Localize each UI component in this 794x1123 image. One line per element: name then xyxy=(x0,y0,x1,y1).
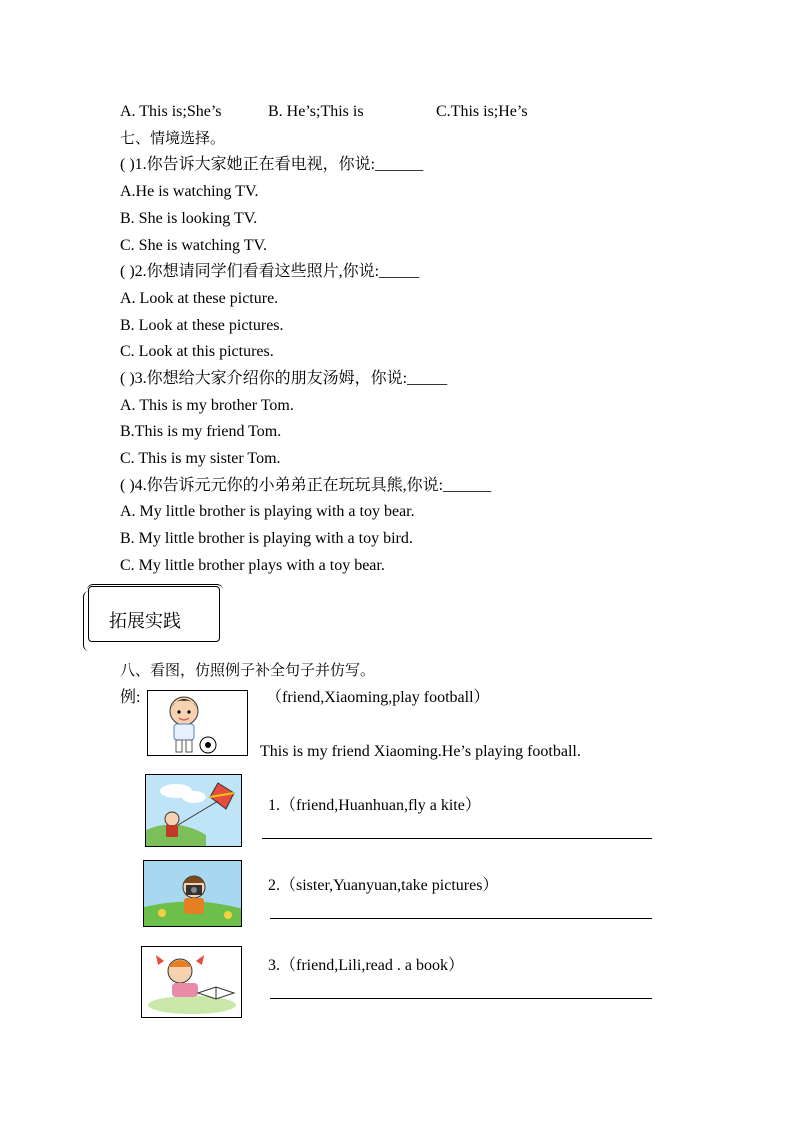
question-1-option-c: C. She is watching TV. xyxy=(120,237,267,254)
question-1-option-a: A.He is watching TV. xyxy=(120,183,259,200)
question-2-option-a: A. Look at these picture. xyxy=(120,290,279,307)
question-2-option-c: C. Look at this pictures. xyxy=(120,343,274,360)
picture-girl-reading-book xyxy=(141,946,242,1018)
item-2-prompt: 2.（sister,Yuanyuan,take pictures） xyxy=(268,877,499,894)
picture-girl-taking-pictures xyxy=(143,860,242,927)
example-picture-boy-football xyxy=(147,690,248,756)
example-label: 例: xyxy=(120,689,141,706)
question-3-option-b: B.This is my friend Tom. xyxy=(120,423,282,440)
picture-boy-flying-kite xyxy=(145,774,242,847)
question-4-option-a: A. My little brother is playing with a toy bear. xyxy=(120,503,415,520)
section-8-title: 八、看图，仿照例子补全句子并仿写。 xyxy=(120,661,376,679)
question-3-option-a: A. This is my brother Tom. xyxy=(120,397,294,414)
question-3-stem: ( )3.你想给大家介绍你的朋友汤姆，你说:_____ xyxy=(120,370,448,387)
question-4-option-b: B. My little brother is playing with a toy bird. xyxy=(120,530,413,547)
previous-question-options xyxy=(120,102,528,122)
option-c: C.This is;He’s xyxy=(436,103,528,120)
banner-label: 拓展实践 xyxy=(109,611,181,632)
example-prompt: （friend,Xiaoming,play football） xyxy=(266,689,490,706)
option-b: B. He’s;This is xyxy=(268,103,364,120)
item-1-prompt: 1.（friend,Huanhuan,fly a kite） xyxy=(268,797,481,814)
question-2-option-b: B. Look at these pictures. xyxy=(120,317,284,334)
item-2-answer-line[interactable] xyxy=(270,918,652,919)
item-3-answer-line[interactable] xyxy=(270,998,652,999)
question-4-option-c: C. My little brother plays with a toy bear. xyxy=(120,557,385,574)
scroll-curl-left xyxy=(83,591,94,651)
question-3-option-c: C. This is my sister Tom. xyxy=(120,450,281,467)
example-answer: This is my friend Xiaoming.He’s playing football. xyxy=(260,743,581,760)
question-1-option-b: B. She is looking TV. xyxy=(120,210,258,227)
question-2-stem: ( )2.你想请同学们看看这些照片,你说:_____ xyxy=(120,263,420,280)
question-4-stem: ( )4.你告诉元元你的小弟弟正在玩玩具熊,你说:______ xyxy=(120,477,492,494)
extension-practice-banner xyxy=(88,586,220,642)
section-7-title: 七、情境选择。 xyxy=(120,129,226,147)
item-3-prompt: 3.（friend,Lili,read . a book） xyxy=(268,957,464,974)
item-1-answer-line[interactable] xyxy=(262,838,652,839)
scroll-curl-top xyxy=(87,584,223,593)
option-a: A. This is;She’s xyxy=(120,103,222,120)
question-1-stem: ( )1.你告诉大家她正在看电视，你说:______ xyxy=(120,156,424,173)
